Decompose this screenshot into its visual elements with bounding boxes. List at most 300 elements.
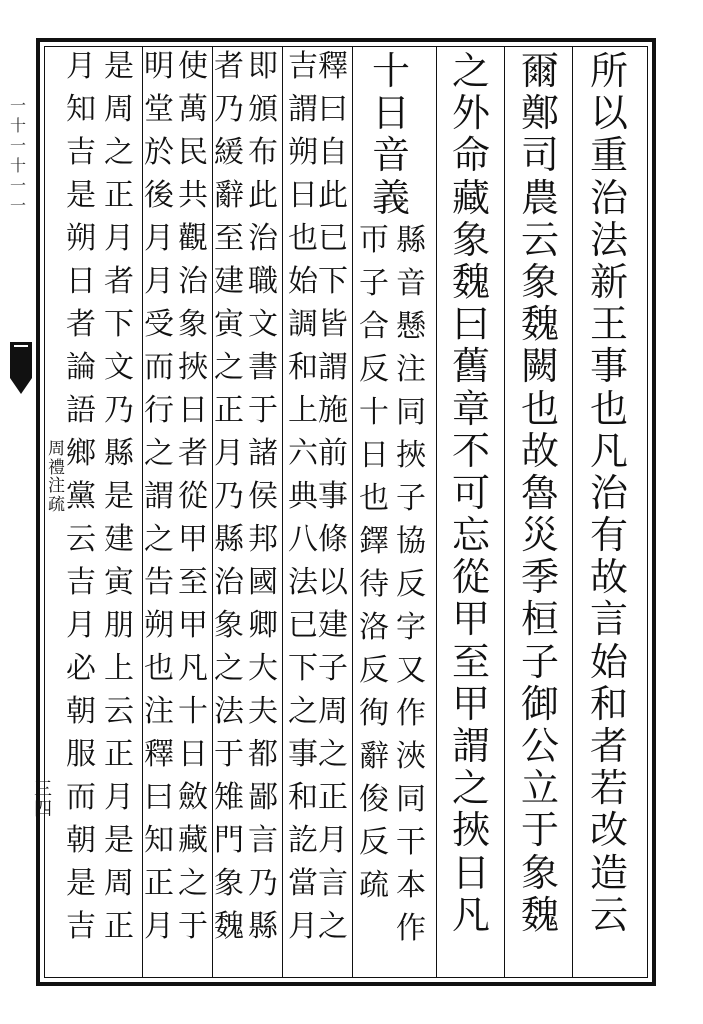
glyph: 治 [248,221,278,256]
glyph: 災 [520,513,559,558]
glyph: 文 [248,307,278,342]
glyph: 正 [318,780,348,815]
glyph: 朋 [104,608,134,643]
glyph: 和 [589,681,628,726]
glyph: 日 [66,264,96,299]
glyph: 而 [66,780,96,815]
glyph: 甲 [451,597,490,642]
glyph: 一 [9,196,26,215]
glyph: 魏 [451,259,490,304]
glyph: 挾 [396,438,426,473]
glyph: 始 [288,264,318,299]
text-column-10 [142,49,176,955]
glyph: 是 [66,178,96,213]
glyph: 夫 [248,694,278,729]
glyph: 言 [248,823,278,858]
glyph: 音 [371,133,410,178]
glyph: 國 [248,565,278,600]
text-column-11 [102,49,136,955]
glyph: 後 [144,178,174,213]
glyph: 鄭 [520,91,559,136]
glyph: 大 [248,651,278,686]
glyph: 觀 [178,221,208,256]
glyph: 治 [589,175,628,220]
glyph: 日 [288,178,318,213]
glyph: 也 [144,651,174,686]
glyph: 云 [589,892,628,937]
glyph: 事 [288,737,318,772]
glyph: 公 [520,724,559,768]
glyph: 農 [520,175,559,220]
glyph: 云 [520,217,559,262]
glyph: 藏 [451,175,490,220]
glyph: 是 [66,866,96,901]
glyph: 縣 [214,522,244,557]
glyph: 諸 [248,436,278,471]
text-column-6 [286,49,320,955]
glyph: 之 [178,866,208,901]
glyph: 協 [396,524,426,559]
text-column-1 [587,49,631,938]
glyph: 是 [104,479,134,514]
glyph: 以 [589,91,628,136]
glyph: 故 [520,428,559,473]
glyph: 治 [178,264,208,299]
glyph: 語 [66,393,96,428]
glyph: 正 [214,393,244,428]
glyph: 黨 [66,479,96,514]
glyph: 書 [248,350,278,385]
glyph: 曰 [451,302,490,347]
glyph: 從 [178,479,208,514]
glyph: 象 [214,608,244,643]
glyph: 又 [396,653,426,688]
glyph: 王 [589,302,628,347]
glyph: 闕 [520,344,559,389]
glyph: 之 [318,909,348,944]
glyph: 甲 [178,608,208,643]
glyph: 鐸 [359,524,389,559]
glyph: 凡 [451,892,490,937]
glyph: 挾 [451,808,490,853]
glyph: 正 [104,909,134,944]
glyph: 十 [359,395,389,430]
glyph: 是 [104,823,134,858]
glyph: 法 [214,694,244,729]
glyph: 訖 [288,823,318,858]
glyph: 于 [248,393,278,428]
glyph: 云 [104,694,134,729]
glyph: 一 [9,96,26,115]
glyph: 乃 [248,866,278,901]
glyph: 布 [248,135,278,170]
glyph: 也 [359,481,389,516]
glyph: 明 [144,49,174,84]
glyph: 和 [288,350,318,385]
glyph: 十 [371,49,410,93]
glyph: 月 [144,221,174,256]
glyph: 命 [451,133,490,178]
glyph: 民 [178,135,208,170]
glyph: 疏 [359,868,389,903]
glyph: 都 [248,737,278,772]
glyph: 者 [104,264,134,299]
glyph: 治 [589,470,628,515]
glyph: 日 [371,91,410,136]
glyph: 日 [178,737,208,772]
glyph: 言 [589,597,628,642]
glyph: 挾 [178,350,208,385]
glyph: 寅 [214,307,244,342]
glyph: 周 [104,92,134,127]
page-margin [0,38,36,986]
glyph: 同 [396,395,426,430]
glyph: 可 [451,470,490,515]
text-column-4-left [357,223,391,914]
glyph: 月 [66,608,96,643]
glyph: 共 [178,178,208,213]
glyph: 三 [34,779,52,800]
glyph: 子 [520,639,559,684]
glyph: 是 [104,49,134,84]
column-divider [282,46,283,978]
column-divider [352,46,353,978]
glyph: 縣 [104,436,134,471]
glyph: 建 [318,608,348,643]
glyph: 所 [589,49,628,93]
glyph: 之 [214,651,244,686]
glyph: 音 [396,266,426,301]
glyph: 月 [288,909,318,944]
glyph: 有 [589,513,628,558]
column-divider [572,46,573,978]
glyph: 帀 [359,223,389,258]
glyph: 謂 [288,92,318,127]
glyph: 象 [178,307,208,342]
glyph: 俊 [359,782,389,817]
glyph: 法 [589,217,628,262]
glyph: 日 [178,393,208,428]
glyph: 御 [520,681,559,726]
glyph: 周 [318,694,348,729]
glyph: 吉 [66,565,96,600]
glyph: 和 [288,780,318,815]
glyph: 下 [318,264,348,299]
glyph: 門 [214,823,244,858]
glyph: 爾 [520,49,559,93]
glyph: 前 [318,436,348,471]
glyph: 至 [451,639,490,684]
glyph: 朔 [66,221,96,256]
glyph: 之 [104,135,134,170]
glyph: 吉 [288,49,318,84]
glyph: 月 [104,780,134,815]
fishtail-mark-icon [8,338,34,398]
glyph: 事 [318,479,348,514]
glyph: 辭 [359,739,389,774]
glyph: 作 [396,696,426,731]
text-column-7 [246,49,280,955]
glyph: 正 [104,178,134,213]
glyph: 四 [34,798,52,820]
glyph: 朝 [66,694,96,729]
glyph: 正 [144,866,174,901]
glyph: 章 [451,386,490,431]
glyph: 也 [589,386,628,431]
glyph: 子 [318,651,348,686]
glyph: 乃 [214,479,244,514]
glyph: 于 [520,808,559,853]
glyph: 於 [144,135,174,170]
glyph: 鄙 [248,780,278,815]
glyph: 告 [144,565,174,600]
glyph: 皆 [318,307,348,342]
glyph: 懸 [396,309,426,344]
glyph: 吉 [66,135,96,170]
glyph: 緩 [214,135,244,170]
glyph: 之 [214,350,244,385]
glyph: 釋 [144,737,174,772]
glyph: 月 [144,264,174,299]
glyph: 義 [371,175,410,220]
glyph: 以 [318,565,348,600]
glyph: 從 [451,555,490,600]
folio-number [34,780,52,820]
glyph: 治 [214,565,244,600]
glyph: 六 [288,436,318,471]
glyph: 謂 [451,724,490,768]
glyph: 凡 [589,428,628,473]
glyph: 必 [66,651,96,686]
glyph: 朔 [288,135,318,170]
glyph: 洛 [359,610,389,645]
glyph: 釋 [318,49,348,84]
glyph: 反 [396,567,426,602]
text-column-4-head [369,49,413,221]
glyph: 日 [359,438,389,473]
glyph: 之 [451,766,490,811]
glyph: 鄉 [66,436,96,471]
text-column-5 [316,49,350,955]
glyph: 象 [451,217,490,262]
glyph: 曰 [318,92,348,127]
glyph: 雉 [214,780,244,815]
glyph: 月 [318,823,348,858]
glyph: 月 [66,49,96,84]
glyph: 者 [66,307,96,342]
glyph: 云 [66,522,96,557]
glyph: 已 [318,221,348,256]
glyph: 象 [520,850,559,895]
glyph: 故 [589,555,628,600]
glyph: 上 [104,651,134,686]
glyph: 甲 [451,681,490,726]
glyph: 藏 [178,823,208,858]
glyph: 象 [520,259,559,304]
glyph: 乃 [104,393,134,428]
glyph: 重 [589,133,628,178]
glyph: 造 [589,850,628,895]
glyph: 侯 [248,479,278,514]
glyph: 反 [359,352,389,387]
glyph: 建 [104,522,134,557]
glyph: 辭 [214,178,244,213]
glyph: 字 [396,610,426,645]
glyph: 周 [104,866,134,901]
glyph: 十 [9,116,26,135]
glyph: 魏 [214,909,244,944]
glyph: 魏 [520,302,559,347]
glyph: 禮 [48,457,65,478]
glyph: 此 [318,178,348,213]
glyph: 干 [396,825,426,860]
glyph: 事 [589,344,628,389]
glyph: 言 [318,866,348,901]
glyph: 于 [178,909,208,944]
column-divider [504,46,505,978]
glyph: 謂 [318,350,348,385]
glyph: 凡 [178,651,208,686]
glyph: 吉 [66,909,96,944]
glyph: 桓 [520,597,559,642]
glyph: 也 [520,386,559,431]
glyph: 注 [396,352,426,387]
glyph: 新 [589,259,628,304]
glyph: 而 [144,350,174,385]
glyph: 象 [214,866,244,901]
glyph: 條 [318,522,348,557]
glyph: 甲 [178,522,208,557]
glyph: 邦 [248,522,278,557]
glyph: 斂 [178,780,208,815]
glyph: 魏 [520,892,559,937]
text-column-9 [176,49,210,955]
glyph: 季 [520,555,559,600]
glyph: 頒 [248,92,278,127]
glyph: 縣 [396,223,426,258]
glyph: 朔 [144,608,174,643]
glyph: 之 [288,694,318,729]
glyph: 一 [9,136,26,155]
glyph: 上 [288,393,318,428]
glyph: 正 [104,737,134,772]
glyph: 文 [104,350,134,385]
glyph: 建 [214,264,244,299]
glyph: 反 [359,825,389,860]
glyph: 始 [589,639,628,684]
glyph: 反 [359,653,389,688]
glyph: 月 [214,436,244,471]
glyph: 日 [451,850,490,895]
glyph: 者 [178,436,208,471]
glyph: 知 [144,823,174,858]
glyph: 堂 [144,92,174,127]
glyph: 改 [589,808,628,853]
text-column-3 [449,49,493,938]
glyph: 縣 [248,909,278,944]
glyph: 乃 [214,92,244,127]
glyph: 者 [589,724,628,768]
glyph: 同 [396,782,426,817]
glyph: 月 [104,221,134,256]
glyph: 論 [66,350,96,385]
glyph: 之 [144,522,174,557]
glyph: 之 [318,737,348,772]
text-column-2 [518,49,562,938]
glyph: 司 [520,133,559,178]
glyph: 至 [214,221,244,256]
glyph: 寅 [104,565,134,600]
glyph: 之 [144,436,174,471]
text-column-12 [64,49,98,955]
glyph: 施 [318,393,348,428]
glyph: 已 [288,608,318,643]
glyph: 魯 [520,470,559,515]
glyph: 至 [178,565,208,600]
glyph: 于 [214,737,244,772]
glyph: 合 [359,309,389,344]
glyph: 十 [178,694,208,729]
glyph: 浹 [396,739,426,774]
glyph: 謂 [144,479,174,514]
glyph: 作 [396,911,426,946]
book-title [48,440,65,515]
glyph: 不 [451,428,490,473]
glyph: 曰 [144,780,174,815]
glyph: 萬 [178,92,208,127]
glyph: 自 [318,135,348,170]
glyph: 職 [248,264,278,299]
glyph: 卿 [248,608,278,643]
glyph: 注 [48,476,65,497]
glyph: 受 [144,307,174,342]
glyph: 下 [104,307,134,342]
glyph: 外 [451,91,490,136]
margin-marks [6,96,30,216]
glyph: 使 [178,49,208,84]
glyph: 注 [144,694,174,729]
column-divider [436,46,437,978]
glyph: 調 [288,307,318,342]
glyph: 立 [520,766,559,811]
glyph: 行 [144,393,174,428]
glyph: 朝 [66,823,96,858]
glyph: 服 [66,737,96,772]
glyph: 忘 [451,513,490,558]
glyph: 疏 [48,495,65,516]
glyph: 即 [248,49,278,84]
glyph: 子 [359,266,389,301]
glyph: 此 [248,178,278,213]
glyph: 周 [48,439,65,459]
glyph: 待 [359,567,389,602]
glyph: 知 [66,92,96,127]
glyph: 也 [288,221,318,256]
glyph: 一 [9,176,26,195]
glyph: 下 [288,651,318,686]
glyph: 月 [144,909,174,944]
glyph: 本 [396,868,426,903]
glyph: 法 [288,565,318,600]
glyph: 舊 [451,344,490,389]
glyph: 若 [589,766,628,811]
glyph: 之 [451,49,490,93]
glyph: 者 [214,49,244,84]
glyph: 徇 [359,696,389,731]
text-column-4-right [394,223,428,957]
text-column-8 [212,49,246,955]
glyph: 典 [288,479,318,514]
